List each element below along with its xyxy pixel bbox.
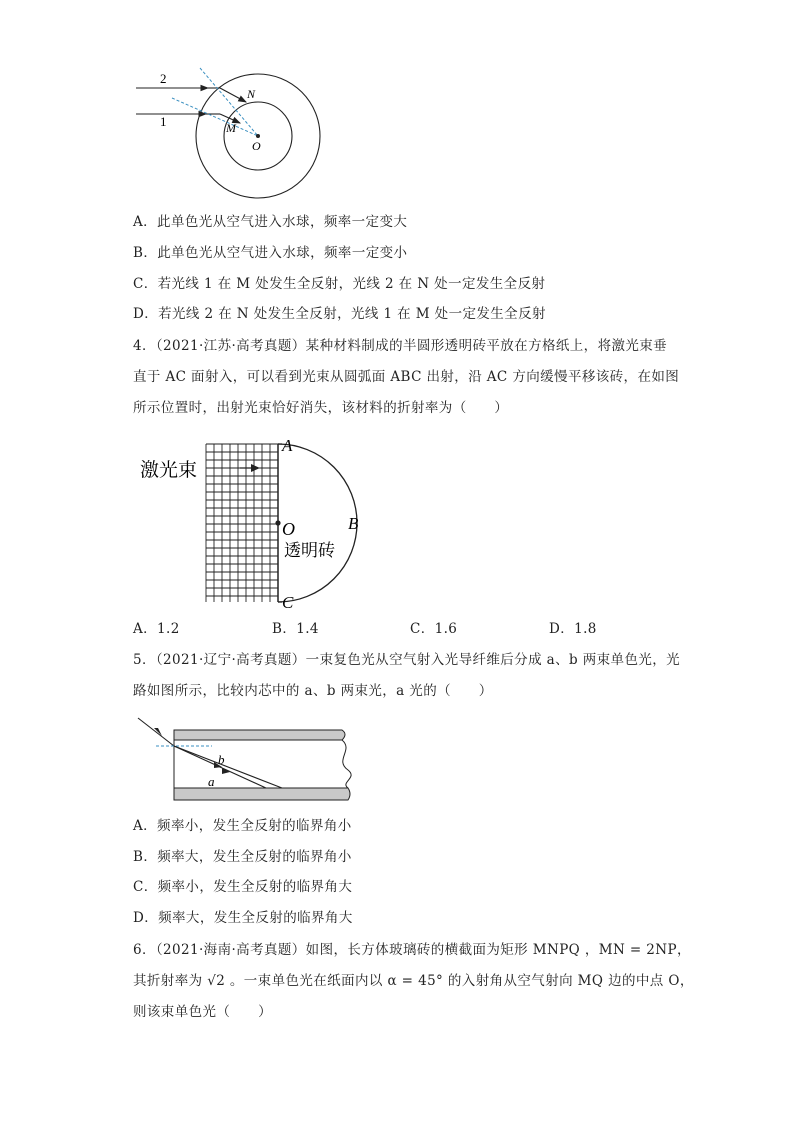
center-dot xyxy=(256,134,260,138)
q4-option-d: D．1.8 xyxy=(549,621,597,637)
optical-fiber-figure xyxy=(134,712,356,804)
q4-option-c: C．1.6 xyxy=(410,621,458,637)
point-b-label: B xyxy=(348,514,359,533)
q5-option-b: B．频率大，发生全反射的临界角小 xyxy=(133,849,352,865)
q5-stem-line-1: 5．（2021·辽宁·高考真题）一束复色光从空气射入光导纤维后分成 a、b 两束单色光，光 xyxy=(133,652,681,668)
q3-option-c: C．若光线 1 在 M 处发生全反射，光线 2 在 N 处一定发生全反射 xyxy=(133,276,546,292)
q4-option-b: B．1.4 xyxy=(272,621,319,637)
q6-stem-line-3: 则该束单色光（ ） xyxy=(133,1004,272,1020)
point-o-label: O xyxy=(252,139,261,153)
q4-option-a: A．1.2 xyxy=(133,621,180,637)
semicircle-brick-figure xyxy=(136,436,376,614)
ray-b-label: b xyxy=(218,752,225,767)
q5-option-a: A．频率小，发生全反射的临界角小 xyxy=(133,818,352,834)
q6-stem-line-2: 其折射率为 √2 。一束单色光在纸面内以 α = 45° 的入射角从空气射向 MQ 边的中点 O， xyxy=(133,973,694,989)
brick-label: 透明砖 xyxy=(284,541,335,560)
laser-label: 激光束 xyxy=(140,460,198,481)
q3-option-b: B．此单色光从空气进入水球，频率一定变小 xyxy=(133,245,408,261)
q3-option-a: A．此单色光从空气进入水球，频率一定变大 xyxy=(133,214,408,230)
q5-option-c: C．频率小，发生全反射的临界角大 xyxy=(133,879,353,895)
point-n-label: N xyxy=(247,87,256,101)
ray-2-label: 2 xyxy=(160,71,167,86)
point-m-label: M xyxy=(226,121,236,135)
ray-a xyxy=(174,746,282,788)
point-a-label: A xyxy=(282,436,293,455)
normal-line-1 xyxy=(172,98,258,136)
q4-stem-line-1: 4．（2021·江苏·高考真题）某种材料制成的半圆形透明砖平放在方格纸上，将激光束垂 xyxy=(133,338,668,354)
ray-a-label: a xyxy=(208,774,215,789)
fiber-bottom-cladding xyxy=(174,788,350,800)
q4-stem-line-3: 所示位置时，出射光束恰好消失，该材料的折射率为（ ） xyxy=(133,400,509,416)
q4-stem-line-2: 直于 AC 面射入，可以看到光束从圆弧面 ABC 出射，沿 AC 方向缓慢平移该砖，在如图 xyxy=(133,369,680,385)
q3-option-d: D．若光线 2 在 N 处发生全反射，光线 1 在 M 处一定发生全反射 xyxy=(133,306,546,322)
ray-1-label: 1 xyxy=(160,114,167,129)
q5-stem-line-2: 路如图所示，比较内芯中的 a、b 两束光，a 光的（ ） xyxy=(133,683,493,699)
q6-stem-line-1: 6．（2021·海南·高考真题）如图，长方体玻璃砖的横截面为矩形 MNPQ ，MN = 2NP， xyxy=(133,942,691,958)
center-o-dot xyxy=(275,520,280,525)
q5-option-d: D．频率大，发生全反射的临界角大 xyxy=(133,910,353,926)
point-o-label-fig2: O xyxy=(282,519,295,539)
fiber-top-cladding xyxy=(174,730,345,740)
fiber-right-edge xyxy=(342,740,351,788)
ray-2-refracted xyxy=(220,88,246,102)
point-c-label: C xyxy=(282,593,294,612)
water-ball-figure xyxy=(128,64,328,204)
incident-ray xyxy=(138,718,174,746)
